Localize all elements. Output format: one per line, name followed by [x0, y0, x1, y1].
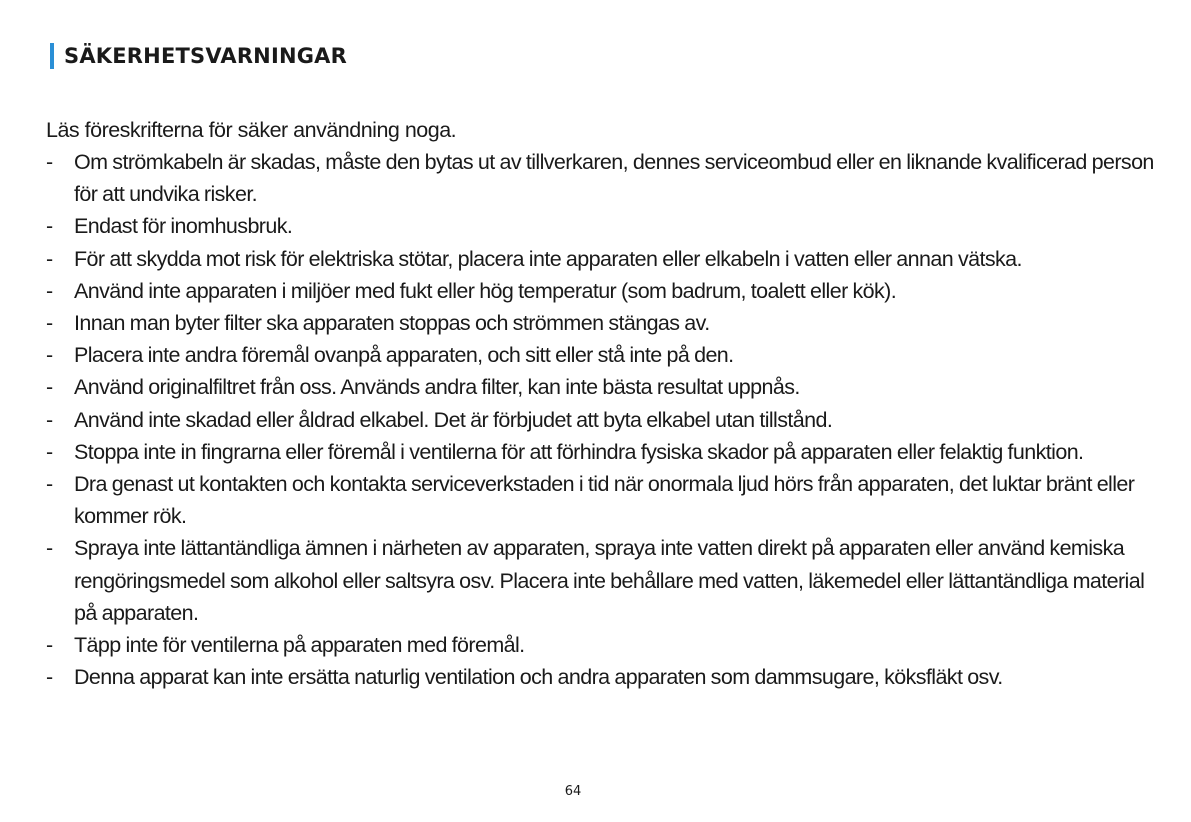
section-heading [50, 42, 347, 70]
list-item [46, 371, 1156, 403]
intro-text: Läs föreskrifterna för säker användning noga. [46, 118, 457, 142]
bullet-dash: - [46, 150, 53, 174]
bullet-dash: - [46, 311, 53, 336]
list-item [46, 210, 1156, 242]
list-item-text: Denna apparat kan inte ersätta naturlig ventilation och andra apparaten som dammsugare, köksfläkt osv. [74, 665, 1003, 690]
list-item-text: Om strömkabeln är skadas, måste den bytas ut av tillverkaren, dennes serviceombud eller en liknande kvalificerad person för att undvika risker. [74, 150, 1154, 207]
list-item [46, 146, 1156, 210]
list-item [46, 661, 1156, 693]
bullet-dash: - [46, 439, 53, 464]
heading-title: SÄKERHETSVARNINGAR [64, 44, 348, 68]
bullet-dash: - [46, 472, 53, 497]
list-item [46, 468, 1156, 532]
list-item-text: Dra genast ut kontakten och kontakta serviceverkstaden i tid när onormala ljud hörs från apparaten, det luktar bränt eller kommer rök. [74, 472, 1135, 529]
list-item [46, 404, 1156, 436]
page-number: 64 [564, 784, 582, 799]
list-item-text: Placera inte andra föremål ovanpå apparaten, och sitt eller stå inte på den. [74, 343, 734, 368]
list-item [46, 532, 1156, 629]
list-item-text: Innan man byter filter ska apparaten stoppas och strömmen stängas av. [74, 311, 710, 336]
list-item-text: Endast för inomhusbruk. [74, 214, 293, 239]
bullet-dash: - [46, 214, 53, 239]
bullet-dash: - [46, 343, 53, 368]
heading-accent-bar [50, 43, 54, 69]
list-item-text: För att skydda mot risk för elektriska stötar, placera inte apparaten eller elkabeln i vatten eller annan vätska. [74, 246, 1022, 271]
list-item [46, 307, 1156, 339]
bullet-dash: - [46, 278, 53, 303]
list-item-text: Använd inte skadad eller åldrad elkabel. Det är förbjudet att byta elkabel utan tillstånd. [74, 407, 833, 432]
list-item-text: Stoppa inte in fingrarna eller föremål i ventilerna för att förhindra fysiska skador på apparaten eller felaktig funktion. [74, 439, 1084, 464]
bullet-dash: - [46, 536, 53, 561]
list-item [46, 339, 1156, 371]
list-item-text: Använd originalfiltret från oss. Används andra filter, kan inte bästa resultat uppnås. [74, 375, 800, 400]
list-item [46, 436, 1156, 468]
bullet-dash: - [46, 665, 53, 690]
list-item [46, 629, 1156, 661]
bullet-dash: - [46, 633, 53, 658]
list-item [46, 243, 1156, 275]
list-item-text: Spraya inte lättantändliga ämnen i närheten av apparaten, spraya inte vatten direkt på apparaten eller använd kemiska rengöringsmedel som alkohol eller saltsyra osv. Placera inte behållare med vatten, läkemedel eller lättantändliga material på apparaten. [74, 536, 1145, 625]
safety-warnings-list [46, 146, 1156, 693]
bullet-dash: - [46, 375, 53, 400]
list-item [46, 275, 1156, 307]
list-item-text: Täpp inte för ventilerna på apparaten med föremål. [74, 633, 525, 658]
bullet-dash: - [46, 246, 53, 271]
bullet-dash: - [46, 407, 53, 432]
list-item-text: Använd inte apparaten i miljöer med fukt eller hög temperatur (som badrum, toalett eller kök). [74, 278, 897, 303]
